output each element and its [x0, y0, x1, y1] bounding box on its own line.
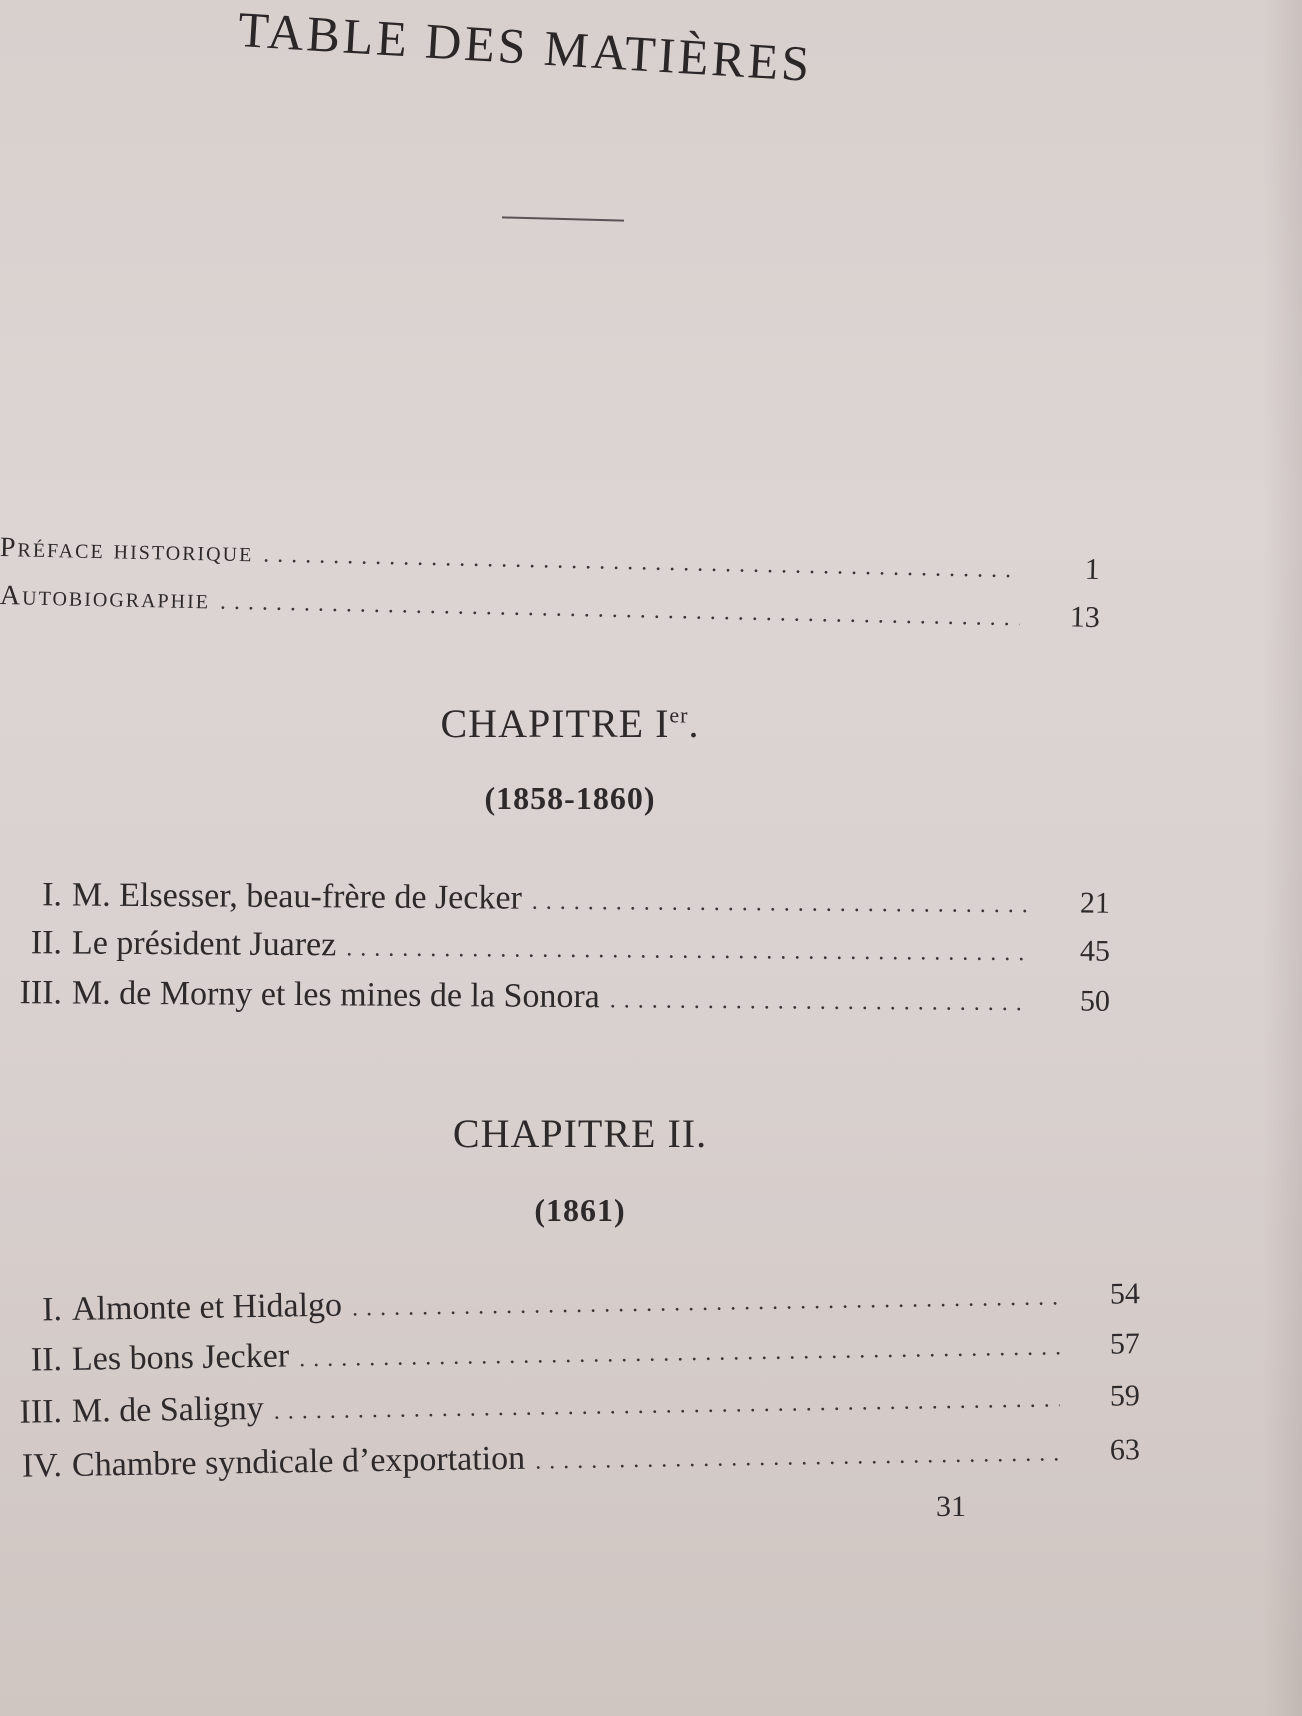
toc-entry-autobiographie: [0, 578, 1100, 635]
dot-leader: [610, 987, 1030, 1017]
toc-entry-page: 50: [1079, 984, 1111, 1018]
toc-entry-page: 57: [1109, 1327, 1141, 1361]
toc-entry-numeral: III.: [19, 1393, 63, 1431]
toc-entry-page: 54: [1109, 1277, 1141, 1311]
toc-entry-numeral: I.: [41, 1291, 63, 1329]
toc-entry-preface: [0, 530, 1100, 587]
chapter-heading: [420, 700, 720, 747]
toc-entry-label: [0, 924, 336, 964]
toc-entry: [0, 1430, 1140, 1486]
dot-leader: [346, 935, 1030, 967]
toc-entry: [0, 924, 1110, 970]
toc-entry-numeral: III.: [19, 974, 63, 1012]
title-rule: [502, 216, 624, 221]
toc-entry-numeral: I.: [42, 876, 63, 914]
chapter-years: (1858-1860): [484, 780, 656, 816]
chapter-years: (1861): [534, 1192, 626, 1228]
toc-entry-numeral: II.: [30, 924, 63, 962]
toc-entry-text: Almonte et Hidalgo: [71, 1286, 343, 1328]
toc-entry-page: 13: [1069, 600, 1101, 635]
dot-leader: [220, 589, 1020, 633]
toc-entry: [0, 974, 1110, 1020]
chapter-heading-sup: er: [669, 702, 689, 728]
toc-entry-label: [0, 1440, 525, 1486]
signature-number: 31: [936, 1490, 966, 1523]
chapter-heading-text: CHAPITRE I: [440, 701, 670, 746]
dot-leader: [535, 1440, 1060, 1475]
dot-leader: [532, 889, 1030, 919]
chapter-heading-end: .: [688, 701, 700, 746]
dot-leader: [263, 542, 1020, 585]
chapter-heading: [430, 1110, 730, 1157]
toc-entry-page: 21: [1079, 886, 1111, 920]
toc-entry-label: Préface historique: [0, 532, 254, 569]
dot-leader: [352, 1284, 1060, 1322]
toc-entry-text: M. de Morny et les mines de la Sonora: [71, 974, 600, 1016]
toc-entry-label: [0, 1390, 264, 1432]
toc-entry-label: [0, 876, 522, 918]
toc-entry-text: Le président Juarez: [71, 924, 337, 964]
dot-leader: [299, 1334, 1060, 1373]
toc-entry-text: Les bons Jecker: [71, 1337, 290, 1378]
dot-leader: [274, 1386, 1061, 1425]
toc-entry-page: 45: [1079, 934, 1111, 968]
toc-entry-numeral: II.: [30, 1341, 63, 1379]
toc-entry-numeral: IV.: [21, 1447, 63, 1485]
toc-entry-text: Chambre syndicale d’exportation: [71, 1439, 526, 1484]
page-edge-shadow: [1262, 0, 1302, 1716]
toc-entry-label: [0, 1337, 289, 1380]
page-title: TABLE DES MATIÈRES: [236, 0, 814, 92]
toc-entry-text: M. de Saligny: [71, 1389, 264, 1430]
toc-entry-page: 59: [1109, 1379, 1141, 1413]
chapter-heading-text: CHAPITRE II.: [452, 1111, 708, 1156]
toc-entry-label: Autobiographie: [0, 580, 211, 616]
toc-entry: [0, 876, 1110, 922]
toc-entry: [0, 1324, 1140, 1380]
toc-entry-page: 1: [1084, 552, 1101, 587]
toc-entry-page: 63: [1109, 1433, 1141, 1467]
toc-entry-text: M. Elsesser, beau-frère de Jecker: [71, 876, 522, 917]
toc-entry: [0, 1274, 1140, 1330]
toc-entry-label: [0, 1287, 342, 1330]
toc-entry-label: [0, 974, 600, 1016]
toc-entry: [0, 1376, 1140, 1432]
